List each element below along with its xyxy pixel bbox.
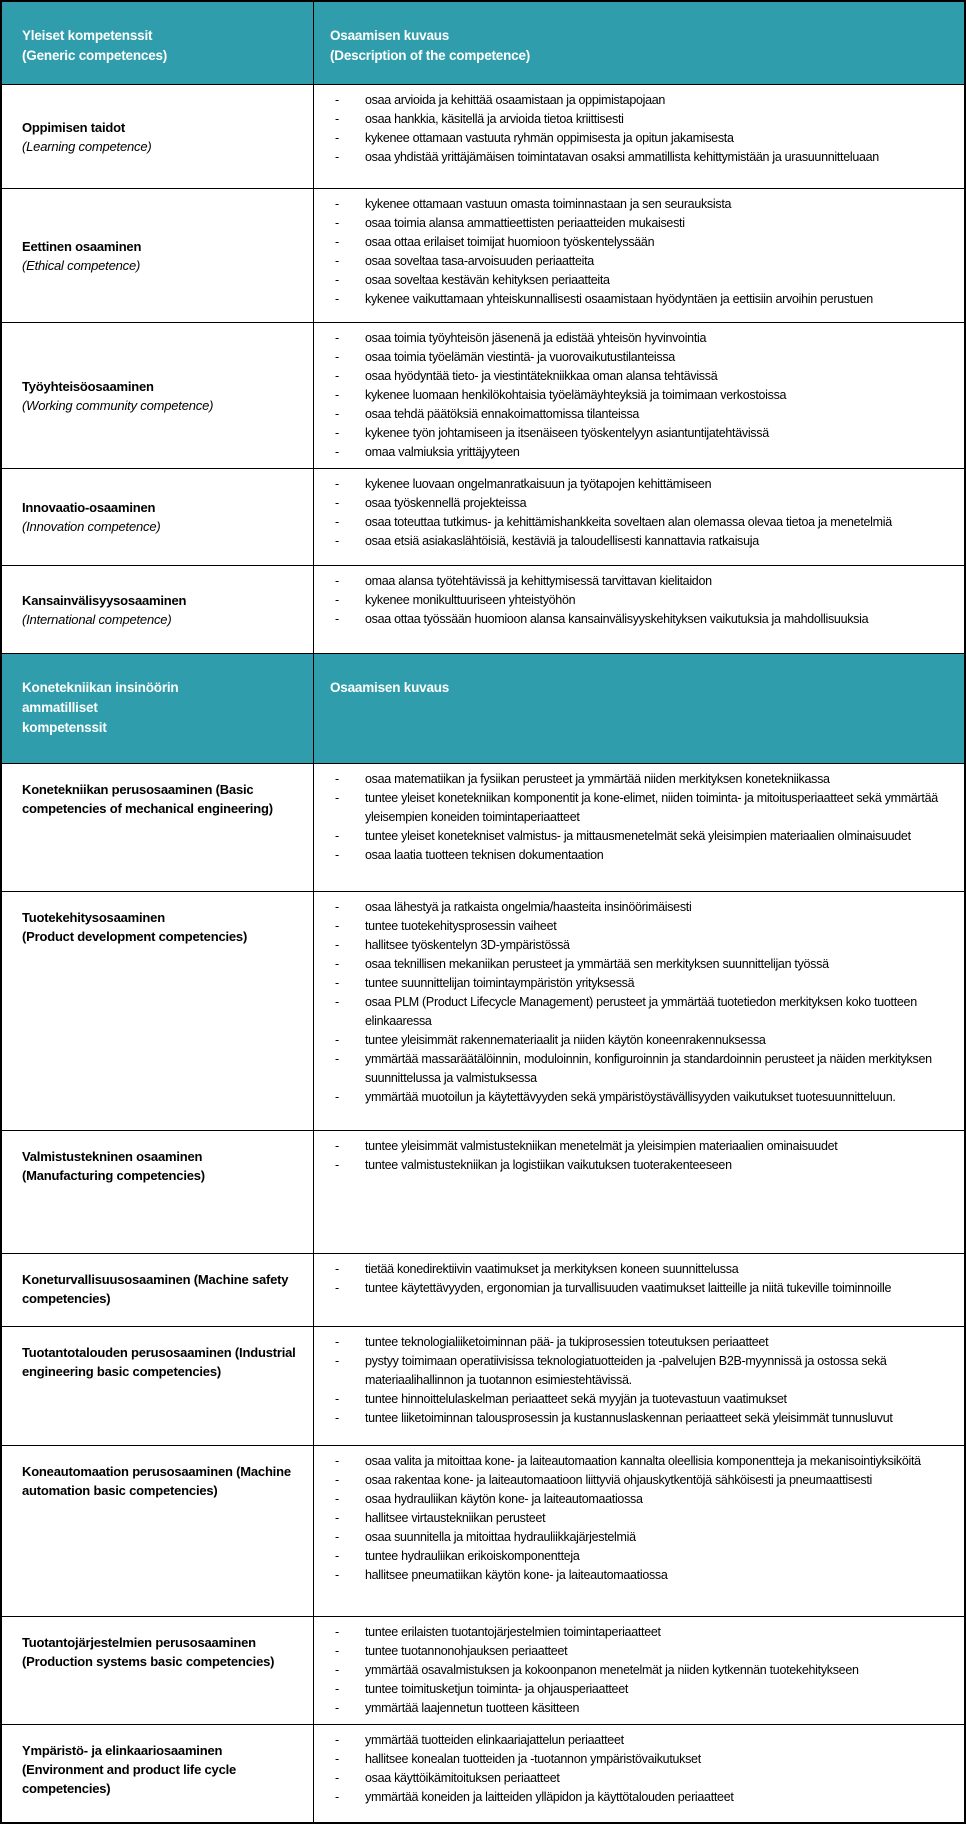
competence-row (2, 189, 964, 323)
bullet-dash-icon: - (335, 407, 339, 421)
bullet-dash-icon: - (335, 1549, 339, 1563)
bullet-dash-icon: - (335, 292, 339, 306)
bullet-dash-icon: - (335, 1454, 339, 1468)
bullet-item (314, 348, 956, 367)
bullet-dash-icon: - (335, 1281, 339, 1295)
competence-row (2, 323, 964, 469)
bullet-dash-icon: - (335, 197, 339, 211)
bullet-dash-icon: - (335, 772, 339, 786)
bullet-item (314, 1528, 956, 1547)
bullet-text: omaa valmiuksia yrittäjyyteen (365, 445, 520, 459)
header-left-line: Konetekniikan insinöörin (22, 680, 179, 695)
bullet-text: osaa tehdä päätöksiä ennakoimattomissa tilanteissa (365, 407, 640, 421)
bullet-text: tuntee yleiset konetekniset valmistus- ja mittausmenetelmät sekä yleisimpien materiaalien olminaisuudet (365, 829, 911, 843)
competence-row (2, 892, 964, 1131)
description-cell (314, 1131, 964, 1253)
competence-subtitle: (Innovation competence) (22, 519, 161, 534)
bullet-item (314, 513, 956, 532)
bullet-item (314, 1471, 956, 1490)
competence-row (2, 1446, 964, 1617)
bullet-dash-icon: - (335, 1682, 339, 1696)
bullet-text: tuntee toimitusketjun toiminta- ja ohjausperiaatteet (365, 1682, 629, 1696)
bullet-dash-icon: - (335, 1790, 339, 1804)
bullet-dash-icon: - (335, 593, 339, 607)
description-cell (314, 1446, 964, 1616)
bullet-item (314, 1680, 956, 1699)
bullet-item (314, 91, 956, 110)
bullet-dash-icon: - (335, 1090, 339, 1104)
competence-row (2, 1131, 964, 1254)
competence-title: Tuotantotalouden perusosaaminen (Industrial engineering basic competencies) (22, 1345, 296, 1379)
competence-name-cell (2, 85, 314, 188)
bullet-text: tuntee tuotannonohjauksen periaatteet (365, 1644, 568, 1658)
bullet-item (314, 1731, 956, 1750)
bullet-item (314, 1050, 956, 1088)
bullet-dash-icon: - (335, 216, 339, 230)
bullet-dash-icon: - (335, 496, 339, 510)
description-cell (314, 764, 964, 891)
bullet-text: ymmärtää osavalmistuksen ja kokoonpanon menetelmät ja niiden kytkennän tuotekehitykseen (365, 1663, 859, 1677)
bullet-text: tietää konedirektiivin vaatimukset ja merkityksen koneen suunnittelussa (365, 1262, 739, 1276)
bullet-text: osaa hyödyntää tieto- ja viestintätekniikkaa oman alansa tehtävissä (365, 369, 718, 383)
bullet-text: kykenee ottamaan vastuun omasta toiminnastaan ja sen seurauksista (365, 197, 732, 211)
competence-subtitle: (Ethical competence) (22, 257, 141, 273)
competence-title: Tuotantojärjestelmien perusosaaminen (Production systems basic competencies) (22, 1635, 275, 1669)
competence-title: Työyhteisöosaaminen (22, 378, 154, 394)
bullet-item (314, 846, 956, 865)
competence-title: Koneautomaation perusosaaminen (Machine automation basic competencies) (22, 1464, 291, 1498)
competence-row (2, 1254, 964, 1327)
bullet-dash-icon: - (335, 515, 339, 529)
bullet-item (314, 1566, 956, 1585)
bullet-item (314, 1333, 956, 1352)
bullet-text: osaa lähestyä ja ratkaista ongelmia/haasteita insinöörimäisesti (365, 900, 692, 914)
competence-row (2, 469, 964, 566)
bullet-dash-icon: - (335, 1530, 339, 1544)
header-cell-right (314, 654, 964, 763)
competence-name-cell (2, 1254, 314, 1326)
bullet-item (314, 1490, 956, 1509)
header-left-line: ammatilliset (22, 700, 98, 715)
bullet-item (314, 917, 956, 936)
bullet-text: tuntee teknologialiiketoiminnan pää- ja tukiprosessien toteutuksen periaatteet (365, 1335, 769, 1349)
bullet-dash-icon: - (335, 848, 339, 862)
bullet-text: tuntee liiketoiminnan talousprosessin ja kustannuslaskennan periaatteet sekä yleisimmät tunnusluvut (365, 1411, 893, 1425)
bullet-dash-icon: - (335, 1511, 339, 1525)
description-cell (314, 85, 964, 188)
bullet-dash-icon: - (335, 1354, 339, 1368)
bullet-item (314, 1137, 956, 1156)
bullet-dash-icon: - (335, 976, 339, 990)
bullet-dash-icon: - (335, 369, 339, 383)
description-cell (314, 1725, 964, 1822)
bullet-dash-icon: - (335, 1733, 339, 1747)
description-cell (314, 323, 964, 468)
bullet-item (314, 405, 956, 424)
bullet-item (314, 129, 956, 148)
bullet-dash-icon: - (335, 957, 339, 971)
bullet-dash-icon: - (335, 426, 339, 440)
bullet-text: osaa valita ja mitoittaa kone- ja laiteautomaation kannalta oleellisia komponentteja ja mekanisointiyksiköitä (365, 1454, 921, 1468)
bullet-item (314, 974, 956, 993)
competence-name-cell (2, 764, 314, 891)
description-cell (314, 189, 964, 322)
bullet-dash-icon: - (335, 829, 339, 843)
competence-title: Konetekniikan perusosaaminen (Basic competencies of mechanical engineering) (22, 782, 273, 816)
bullet-text: osaa rakentaa kone- ja laiteautomaatioon liittyviä ohjauskytkentöjä sähköisesti ja pneumaattisesti (365, 1473, 873, 1487)
competence-title: Eettinen osaaminen (22, 238, 142, 254)
header-left-line: kompetenssit (22, 720, 107, 735)
bullet-item (314, 1547, 956, 1566)
competence-subtitle: (Working community competence) (22, 397, 214, 413)
bullet-dash-icon: - (335, 791, 339, 805)
bullet-item (314, 424, 956, 443)
bullet-dash-icon: - (335, 1771, 339, 1785)
competence-name-cell (2, 892, 314, 1130)
competence-name-cell (2, 1327, 314, 1445)
bullet-item (314, 1623, 956, 1642)
header-left-line: Yleiset kompetenssit (22, 28, 153, 43)
bullet-item (314, 1409, 956, 1428)
competence-row (2, 1617, 964, 1725)
bullet-dash-icon: - (335, 93, 339, 107)
bullet-text: tuntee tuotekehitysprosessin vaiheet (365, 919, 557, 933)
section-2-header-row (2, 654, 964, 764)
bullet-dash-icon: - (335, 1644, 339, 1658)
description-cell (314, 566, 964, 653)
bullet-item (314, 1390, 956, 1409)
bullet-item (314, 1661, 956, 1680)
bullet-text: tuntee yleiset konetekniikan komponentit ja kone-elimet, niiden toiminta- ja mitoitusperiaatteet sekä ymmärtää yleisempien koneiden toimintaperiaatteet (365, 791, 938, 824)
bullet-text: tuntee hinnoittelulaskelman periaatteet sekä myyjän ja tuotevastuun vaatimukset (365, 1392, 787, 1406)
bullet-text: osaa toimia työelämän viestintä- ja vuorovaikutustilanteissa (365, 350, 675, 364)
bullet-dash-icon: - (335, 919, 339, 933)
bullet-text: osaa soveltaa tasa-arvoisuuden periaatteita (365, 254, 594, 268)
bullet-text: hallitsee konealan tuotteiden ja -tuotannon ympäristövaikutukset (365, 1752, 701, 1766)
bullet-text: kykenee luomaan henkilökohtaisia työelämäyhteyksiä ja toimimaan verkostoissa (365, 388, 787, 402)
competence-title: Valmistustekninen osaaminen (22, 1149, 203, 1164)
competence-name-cell (2, 323, 314, 468)
bullet-text: omaa alansa työtehtävissä ja kehittymisessä tarvittavan kielitaidon (365, 574, 712, 588)
bullet-item (314, 1260, 956, 1279)
header-cell-left (2, 2, 314, 84)
bullet-text: kykenee työn johtamiseen ja itsenäiseen työskentelyyn asiantuntijatehtävissä (365, 426, 769, 440)
header-right-line: (Description of the competence) (330, 48, 531, 63)
bullet-item (314, 610, 956, 629)
bullet-text: tuntee hydrauliikan erikoiskomponentteja (365, 1549, 580, 1563)
bullet-dash-icon: - (335, 1625, 339, 1639)
description-cell (314, 892, 964, 1130)
bullet-text: osaa arvioida ja kehittää osaamistaan ja oppimistapojaan (365, 93, 666, 107)
bullet-item (314, 898, 956, 917)
bullet-dash-icon: - (335, 1752, 339, 1766)
bullet-dash-icon: - (335, 1033, 339, 1047)
bullet-item (314, 1279, 956, 1298)
bullet-item (314, 214, 956, 233)
bullet-dash-icon: - (335, 150, 339, 164)
bullet-text: osaa ottaa erilaiset toimijat huomioon työskentelyssään (365, 235, 655, 249)
bullet-text: hallitsee pneumatiikan käytön kone- ja laiteautomaatiossa (365, 1568, 668, 1582)
bullet-text: osaa yhdistää yrittäjämäisen toimintatavan osaksi ammatillista kehittymistään ja urasuunnitteluaan (365, 150, 879, 164)
bullet-dash-icon: - (335, 112, 339, 126)
bullet-item (314, 110, 956, 129)
bullet-text: osaa soveltaa kestävän kehityksen periaatteita (365, 273, 610, 287)
bullet-text: osaa suunnitella ja mitoittaa hydrauliikkajärjestelmiä (365, 1530, 636, 1544)
bullet-item (314, 233, 956, 252)
bullet-text: osaa käyttöikämitoituksen periaatteet (365, 1771, 560, 1785)
bullet-text: hallitsee virtaustekniikan perusteet (365, 1511, 546, 1525)
bullet-item (314, 591, 956, 610)
description-cell (314, 1617, 964, 1724)
bullet-text: kykenee luovaan ongelmanratkaisuun ja työtapojen kehittämiseen (365, 477, 712, 491)
header-left-line: (Generic competences) (22, 48, 168, 63)
competence-name-cell (2, 566, 314, 653)
bullet-text: tuntee käytettävyyden, ergonomian ja turvallisuuden vaatimukset laitteille ja niitä tukeville toiminnoille (365, 1281, 892, 1295)
bullet-text: osaa hankkia, käsitellä ja arvioida tietoa kriittisesti (365, 112, 624, 126)
bullet-item (314, 386, 956, 405)
competence-name-cell (2, 1617, 314, 1724)
bullet-item (314, 1031, 956, 1050)
competence-title: Oppimisen taidot (22, 119, 125, 135)
bullet-text: osaa toimia työyhteisön jäsenenä ja edistää yhteisön hyvinvointia (365, 331, 707, 345)
header-right-line: Osaamisen kuvaus (330, 28, 450, 43)
bullet-item (314, 148, 956, 167)
bullet-text: osaa työskennellä projekteissa (365, 496, 527, 510)
bullet-item (314, 532, 956, 551)
bullet-text: ymmärtää koneiden ja laitteiden ylläpidon ja käyttötalouden periaatteet (365, 1790, 734, 1804)
bullet-item (314, 252, 956, 271)
bullet-item (314, 290, 956, 309)
bullet-dash-icon: - (335, 1052, 339, 1066)
competence-subtitle: (International competence) (22, 611, 172, 627)
bullet-text: osaa hydrauliikan käytön kone- ja laiteautomaatiossa (365, 1492, 643, 1506)
bullet-text: ymmärtää massaräätälöinnin, moduloinnin, konfiguroinnin ja standardoinnin perusteet ja näiden merkityksen suunnittelussa ja valmistuksessa (365, 1052, 932, 1085)
competence-row (2, 85, 964, 189)
competence-name-cell (2, 1725, 314, 1822)
bullet-item (314, 827, 956, 846)
bullet-dash-icon: - (335, 350, 339, 364)
bullet-dash-icon: - (335, 1335, 339, 1349)
bullet-dash-icon: - (335, 254, 339, 268)
bullet-item (314, 329, 956, 348)
competence-name-cell (2, 189, 314, 322)
bullet-item (314, 993, 956, 1031)
bullet-dash-icon: - (335, 1158, 339, 1172)
competence-name-cell (2, 469, 314, 565)
bullet-dash-icon: - (335, 235, 339, 249)
bullet-item (314, 1769, 956, 1788)
bullet-item (314, 1452, 956, 1471)
header-right-line: Osaamisen kuvaus (330, 680, 450, 695)
competence-title: Ympäristö- ja elinkaariosaaminen (Environment and product life cycle competencies) (22, 1743, 237, 1796)
description-cell (314, 1327, 964, 1445)
bullet-text: ymmärtää tuotteiden elinkaariajattelun periaatteet (365, 1733, 624, 1747)
bullet-text: osaa matematiikan ja fysiikan perusteet ja ymmärtää niiden merkityksen konetekniikassa (365, 772, 830, 786)
bullet-text: osaa laatia tuotteen teknisen dokumentaation (365, 848, 604, 862)
competence-subtitle: (Product development competencies) (22, 929, 248, 944)
table-section-1 (2, 2, 964, 654)
bullet-item (314, 367, 956, 386)
bullet-dash-icon: - (335, 612, 339, 626)
bullet-dash-icon: - (335, 1392, 339, 1406)
bullet-item (314, 1352, 956, 1390)
bullet-dash-icon: - (335, 1663, 339, 1677)
description-cell (314, 469, 964, 565)
bullet-item (314, 770, 956, 789)
bullet-dash-icon: - (335, 534, 339, 548)
bullet-text: tuntee yleisimmät valmistustekniikan menetelmät ja yleisimpien materiaalien ominaisuudet (365, 1139, 838, 1153)
competence-row (2, 764, 964, 892)
bullet-dash-icon: - (335, 938, 339, 952)
header-cell-left (2, 654, 314, 763)
bullet-dash-icon: - (335, 388, 339, 402)
bullet-dash-icon: - (335, 273, 339, 287)
bullet-text: tuntee valmistustekniikan ja logistiikan vaikutuksen tuoterakenteeseen (365, 1158, 732, 1172)
competence-title: Tuotekehitysosaaminen (22, 910, 165, 925)
bullet-item (314, 1699, 956, 1718)
competence-row (2, 566, 964, 654)
bullet-item (314, 1509, 956, 1528)
competence-row (2, 1725, 964, 1822)
header-cell-right (314, 2, 964, 84)
bullet-item (314, 789, 956, 827)
section-1-header-row (2, 2, 964, 85)
bullet-dash-icon: - (335, 1492, 339, 1506)
bullet-dash-icon: - (335, 131, 339, 145)
bullet-text: osaa etsiä asiakaslähtöisiä, kestäviä ja taloudellisesti kannattavia ratkaisuja (365, 534, 759, 548)
competence-title: Innovaatio-osaaminen (22, 500, 156, 515)
bullet-item (314, 195, 956, 214)
competence-subtitle: (Learning competence) (22, 138, 152, 154)
table-section-2 (2, 654, 964, 1822)
bullet-dash-icon: - (335, 1568, 339, 1582)
bullet-dash-icon: - (335, 1139, 339, 1153)
bullet-dash-icon: - (335, 445, 339, 459)
bullet-item (314, 443, 956, 462)
bullet-item (314, 936, 956, 955)
bullet-dash-icon: - (335, 900, 339, 914)
competence-title: Koneturvallisuusosaaminen (Machine safety competencies) (22, 1272, 289, 1306)
bullet-item (314, 494, 956, 513)
bullet-text: hallitsee työskentelyn 3D-ympäristössä (365, 938, 570, 952)
bullet-dash-icon: - (335, 1473, 339, 1487)
bullet-dash-icon: - (335, 574, 339, 588)
bullet-item (314, 1750, 956, 1769)
bullet-dash-icon: - (335, 995, 339, 1009)
bullet-text: osaa PLM (Product Lifecycle Management) perusteet ja ymmärtää tuotetiedon merkityksen koko tuotteen elinkaaressa (365, 995, 917, 1028)
bullet-text: osaa toteuttaa tutkimus- ja kehittämishankkeita soveltaen alan olemassa olevaa tietoa ja menetelmiä (365, 515, 892, 529)
bullet-text: tuntee erilaisten tuotantojärjestelmien toimintaperiaatteet (365, 1625, 661, 1639)
bullet-text: kykenee vaikuttamaan yhteiskunnallisesti osaamistaan hyödyntäen ja eettisiin arvoihin perustuen (365, 292, 873, 306)
bullet-text: tuntee suunnittelijan toimintaympäristön yrityksessä (365, 976, 635, 990)
bullet-item (314, 1156, 956, 1175)
bullet-item (314, 1642, 956, 1661)
bullet-text: tuntee yleisimmät rakennemateriaalit ja niiden käytön koneenrakennuksessa (365, 1033, 766, 1047)
bullet-dash-icon: - (335, 1262, 339, 1276)
bullet-dash-icon: - (335, 1701, 339, 1715)
bullet-item (314, 955, 956, 974)
bullet-text: ymmärtää laajennetun tuotteen käsitteen (365, 1701, 580, 1715)
bullet-text: osaa teknillisen mekaniikan perusteet ja ymmärtää sen merkityksen suunnittelijan työssä (365, 957, 829, 971)
bullet-dash-icon: - (335, 1411, 339, 1425)
bullet-item (314, 1788, 956, 1807)
description-cell (314, 1254, 964, 1326)
bullet-item (314, 1088, 956, 1107)
bullet-dash-icon: - (335, 477, 339, 491)
bullet-dash-icon: - (335, 331, 339, 345)
bullet-item (314, 475, 956, 494)
bullet-item (314, 572, 956, 591)
bullet-text: osaa ottaa työssään huomioon alansa kansainvälisyyskehityksen vaikutuksia ja mahdollisuuksia (365, 612, 869, 626)
competence-name-cell (2, 1131, 314, 1253)
bullet-text: osaa toimia alansa ammattieettisten periaatteiden mukaisesti (365, 216, 685, 230)
bullet-item (314, 271, 956, 290)
bullet-text: pystyy toimimaan operatiivisissa teknologiatuotteiden ja -palvelujen B2B-myynnissä ja ostossa sekä materiaalihallinnon ja tuotannon esimiestehtävissä. (365, 1354, 887, 1387)
competence-row (2, 1327, 964, 1446)
competence-title: Kansainvälisyysosaaminen (22, 592, 187, 608)
competence-subtitle: (Manufacturing competencies) (22, 1168, 205, 1183)
bullet-text: kykenee ottamaan vastuuta ryhmän oppimisesta ja opitun jakamisesta (365, 131, 734, 145)
bullet-text: ymmärtää muotoilun ja käytettävyyden sekä ympäristöystävällisyyden vaikutukset tuotesuunnitteluun. (365, 1090, 896, 1104)
bullet-text: kykenee monikulttuuriseen yhteistyöhön (365, 593, 576, 607)
competence-name-cell (2, 1446, 314, 1616)
